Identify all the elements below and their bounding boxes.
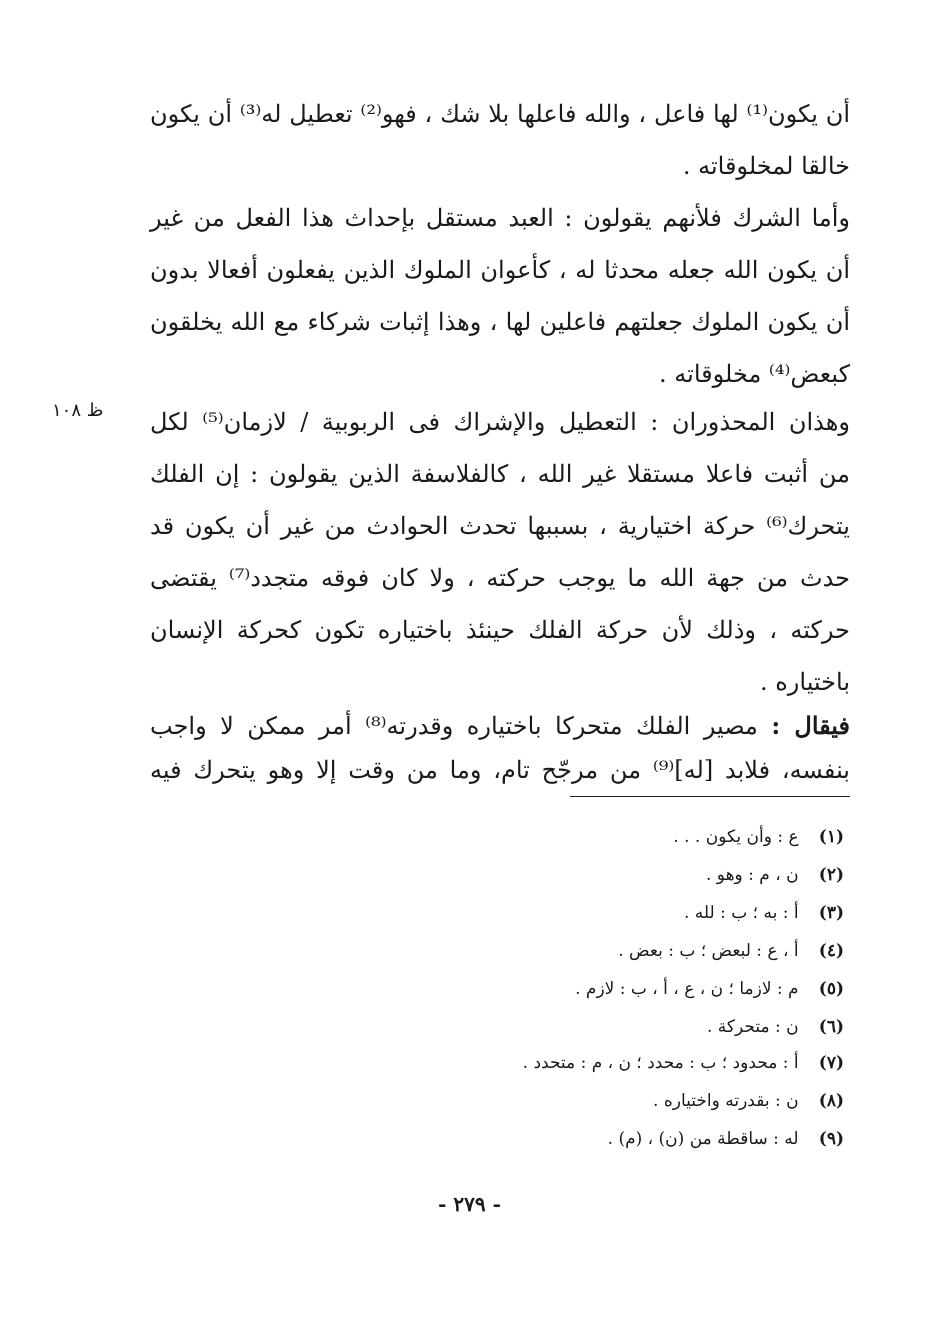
footnote-number: (٩) xyxy=(818,1129,844,1149)
margin-folio-note: ظ ١٠٨ xyxy=(52,400,104,421)
text-line: كبعض⁽⁴⁾ مخلوقاته . xyxy=(659,360,850,388)
footnote-divider xyxy=(570,796,850,797)
text-line: من أثبت فاعلا مستقلا غير الله ، كالفلاسفة الذين يقولون : إن الفلك xyxy=(150,460,850,488)
footnote-number: (٢) xyxy=(818,865,844,885)
footnote-number: (١) xyxy=(818,827,844,847)
footnote-text: ن ، م : وهو . xyxy=(705,865,799,885)
footnote-text: ن : متحركة . xyxy=(706,1017,799,1037)
footnote-text: أ ، ع : لبعض ؛ ب : بعض . xyxy=(618,941,799,961)
text-line: وأما الشرك فلأنهم يقولون : العبد مستقل بإحداث هذا الفعل من غير xyxy=(150,204,850,232)
text-line-content: مصير الفلك متحركا باختياره وقدرته⁽⁸⁾ أمر ممكن لا واجب xyxy=(150,712,758,740)
footnote xyxy=(608,1122,844,1156)
footnote xyxy=(618,934,844,968)
footnote-number: (٦) xyxy=(818,1017,844,1037)
footnote-text: له : ساقطة من (ن) ، (م) . xyxy=(607,1129,799,1149)
page-number: - ٢٧٩ - xyxy=(438,1192,501,1216)
text-line: وهذان المحذوران : التعطيل والإشراك فى الربوبية / لازمان⁽⁵⁾ لكل xyxy=(150,408,850,436)
footnote-text: ن : بقدرته واختياره . xyxy=(653,1091,799,1111)
bold-lead-word: فيقال : xyxy=(771,711,851,740)
footnote xyxy=(523,1046,844,1080)
footnote-text: ع : وأن يكون . . . xyxy=(673,827,799,847)
text-line: أن يكون الملوك جعلتهم فاعلين لها ، وهذا إثبات شركاء مع الله يخلقون xyxy=(150,308,850,336)
footnote-text: م : لازما ؛ ن ، ع ، أ ، ب : لازم . xyxy=(575,979,799,999)
footnote xyxy=(707,1010,844,1044)
text-line: أن يكون الله جعله محدثا له ، كأعوان الملوك الذين يفعلون أفعالا بدون xyxy=(150,256,850,284)
text-line: يتحرك⁽⁶⁾ حركة اختيارية ، بسببها تحدث الحوادث من غير أن يكون قد xyxy=(150,512,850,540)
footnote xyxy=(673,820,844,854)
footnote-text: أ : به ؛ ب : لله . xyxy=(684,903,799,923)
footnote-number: (٣) xyxy=(818,903,844,923)
text-line: أن يكون⁽¹⁾ لها فاعل ، والله فاعلها بلا شك ، فهو⁽²⁾ تعطيل له⁽³⁾ أن يكون xyxy=(150,100,851,128)
text-line: باختياره . xyxy=(759,668,850,696)
footnote xyxy=(684,896,844,930)
footnote-number: (٧) xyxy=(818,1053,844,1073)
footnote-number: (٥) xyxy=(818,979,844,999)
text-line: بنفسه، فلابد [له]⁽⁹⁾ من مرجّح تام، وما من وقت إلا وهو يتحرك فيه xyxy=(150,756,850,784)
text-line: خالقا لمخلوقاته . xyxy=(682,152,850,180)
footnote-text: أ : محدود ؛ ب : محدد ؛ ن ، م : متحدد . xyxy=(522,1053,799,1073)
footnote xyxy=(653,1084,844,1118)
footnote xyxy=(575,972,844,1006)
footnote-number: (٨) xyxy=(818,1091,844,1111)
footnote xyxy=(706,858,844,892)
text-line: حركته ، وذلك لأن حركة الفلك حينئذ باختياره تكون كحركة الإنسان xyxy=(150,616,850,644)
text-line: حدث من جهة الله ما يوجب حركته ، ولا كان فوقه متجدد⁽⁷⁾ يقتضى xyxy=(150,564,850,592)
footnote-number: (٤) xyxy=(818,941,844,961)
